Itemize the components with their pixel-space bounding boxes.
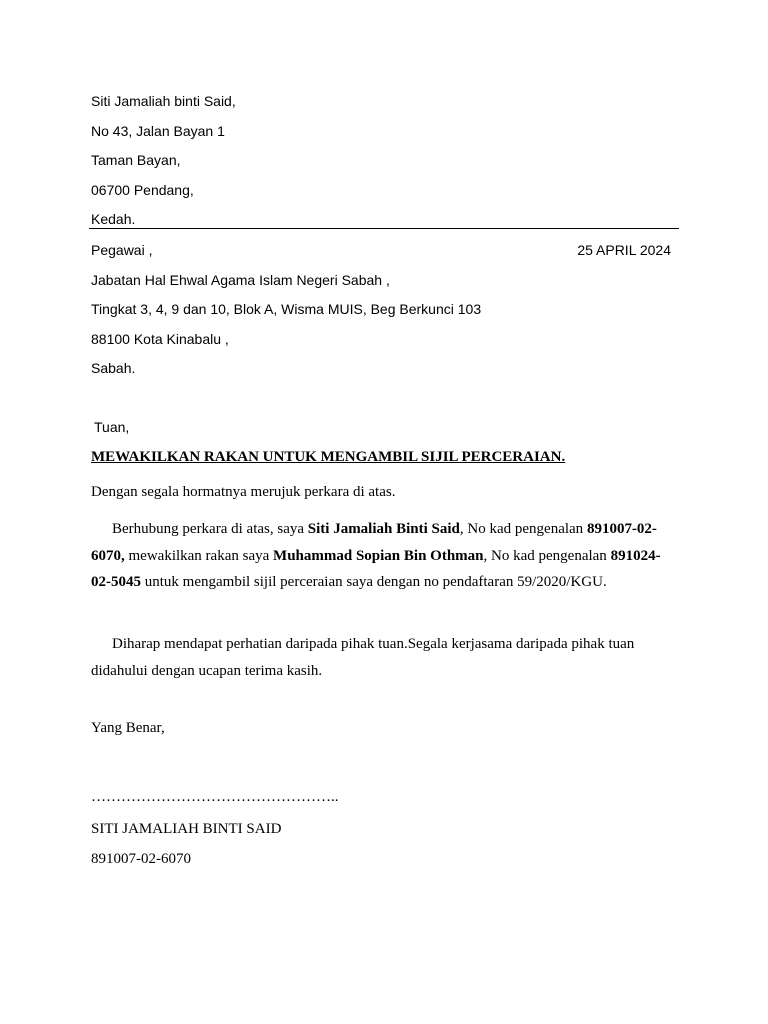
body2-line-2: didahului dengan ucapan terima kasih. (91, 662, 323, 679)
representative-ic-part2: 02-5045 (91, 574, 141, 590)
sender-address-line1: No 43, Jalan Bayan 1 (91, 123, 225, 139)
body1-text-4: , No kad pengenalan (483, 547, 611, 564)
closing: Yang Benar, (91, 720, 165, 736)
header-divider (89, 228, 679, 229)
sender-address-line3: 06700 Pendang, (91, 182, 194, 198)
sender-ic-part2: 6070, (91, 547, 125, 564)
body-paragraph-2 (91, 631, 681, 684)
recipient-department: Jabatan Hal Ehwal Agama Islam Negeri Sabah , (91, 272, 390, 288)
recipient-address-line1: Tingkat 3, 4, 9 dan 10, Blok A, Wisma MUIS, Beg Berkunci 103 (91, 301, 482, 317)
signatory-name: SITI JAMALIAH BINTI SAID (91, 821, 282, 837)
body-paragraph-1 (91, 516, 681, 596)
body1-text-1: Berhubung perkara di atas, saya (112, 521, 308, 537)
recipient-title: Pegawai , (91, 242, 153, 258)
opening-line: Dengan segala hormatnya merujuk perkara di atas. (91, 484, 396, 500)
signatory-ic: 891007-02-6070 (91, 851, 191, 867)
letter-subject: MEWAKILKAN RAKAN UNTUK MENGAMBIL SIJIL PERCERAIAN. (91, 449, 566, 465)
body1-text-5: untuk mengambil sijil perceraian saya dengan no pendaftaran 59/2020/KGU. (141, 574, 607, 590)
recipient-address-line2: 88100 Kota Kinabalu , (91, 331, 229, 347)
signature-line: ………………………………………….. (91, 789, 339, 805)
recipient-state: Sabah. (91, 360, 136, 376)
sender-address-line2: Taman Bayan, (91, 152, 181, 168)
salutation: Tuan, (94, 419, 130, 435)
letter-date: 25 APRIL 2024 (577, 242, 671, 258)
sender-fullname: Siti Jamaliah Binti Said (307, 521, 460, 537)
representative-ic-part1: 891024- (610, 547, 661, 564)
sender-state: Kedah. (91, 211, 136, 227)
representative-name: Muhammad Sopian Bin Othman (273, 547, 484, 564)
body1-text-2: , No kad pengenalan (459, 521, 587, 537)
body2-line-1: Diharap mendapat perhatian daripada pihak tuan.Segala kerjasama daripada pihak tuan (112, 636, 635, 652)
sender-name: Siti Jamaliah binti Said, (91, 93, 236, 109)
sender-ic-part1: 891007-02- (586, 521, 657, 537)
body1-text-3: mewakilkan rakan saya (124, 547, 274, 564)
